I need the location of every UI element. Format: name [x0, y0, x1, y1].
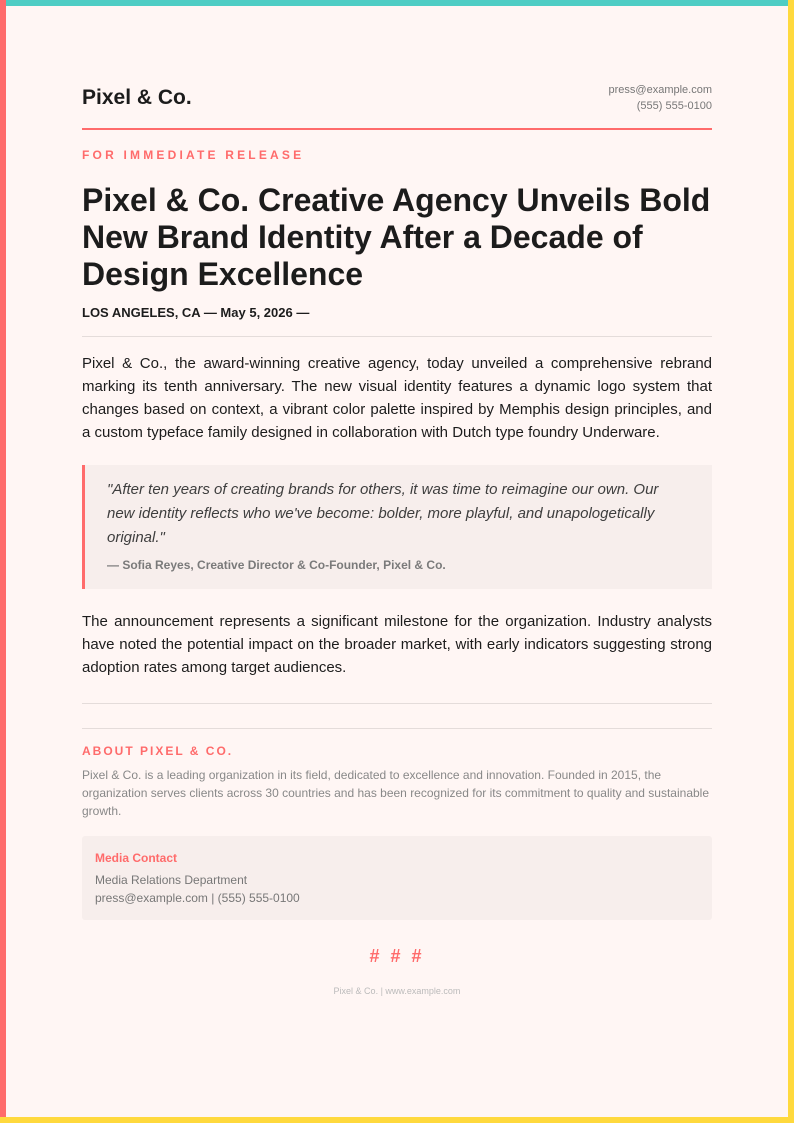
headline: Pixel & Co. Creative Agency Unveils Bold New Brand Identity After a Decade of Design Excellence: [82, 182, 711, 292]
media-contact-box: [82, 836, 712, 920]
dateline: LOS ANGELES, CA — May 5, 2026 —: [82, 305, 310, 320]
divider: [82, 336, 712, 337]
frame-left-border: [0, 0, 6, 1123]
end-mark: # # #: [369, 946, 425, 966]
frame-bottom-border: [0, 1117, 794, 1123]
footer: Pixel & Co. | www.example.com: [333, 986, 461, 996]
media-contact-department: Media Relations Department: [95, 873, 248, 887]
header-phone: (555) 555-0100: [636, 100, 712, 112]
quote-text: "After ten years of creating brands for others, it was time to reimagine our own. Our new identity reflects who we've become: bolder, more playful, and unapologetically original.": [107, 481, 659, 546]
divider: [82, 728, 712, 729]
about-heading: ABOUT PIXEL & CO.: [82, 744, 234, 758]
quote-attribution: — Sofia Reyes, Creative Director & Co-Founder, Pixel & Co.: [107, 558, 446, 572]
divider: [82, 703, 712, 704]
about-text: Pixel & Co. is a leading organization in its field, dedicated to excellence and innovation. Founded in 2015, the organization serves clients across 30 countries and has been recognized for its commitment to quality and sustainable growth.: [82, 768, 710, 818]
quote-block: [82, 465, 712, 589]
body-paragraph-1: Pixel & Co., the award-winning creative agency, today unveiled a comprehensive rebrand marking its tenth anniversary. The new visual identity features a dynamic logo system that changes based on context, a vibrant color palette inspired by Memphis design principles, and a custom typeface family designed in collaboration with Dutch type foundry Underware.: [82, 355, 712, 441]
frame-right-border: [788, 0, 794, 1123]
header-contact: [609, 82, 712, 114]
body-paragraph-2: The announcement represents a significant milestone for the organization. Industry analysts have noted the potential impact on the broader market, with early indicators suggesting strong adoption rates among target audiences.: [82, 613, 712, 676]
brand-name: Pixel & Co.: [82, 86, 192, 109]
release-tag: FOR IMMEDIATE RELEASE: [82, 148, 305, 162]
header: [82, 82, 712, 130]
media-contact-title: Media Contact: [95, 851, 178, 865]
header-email[interactable]: press@example.com: [608, 84, 712, 96]
frame-top-border: [0, 0, 794, 6]
media-contact-details[interactable]: press@example.com | (555) 555-0100: [95, 891, 300, 905]
